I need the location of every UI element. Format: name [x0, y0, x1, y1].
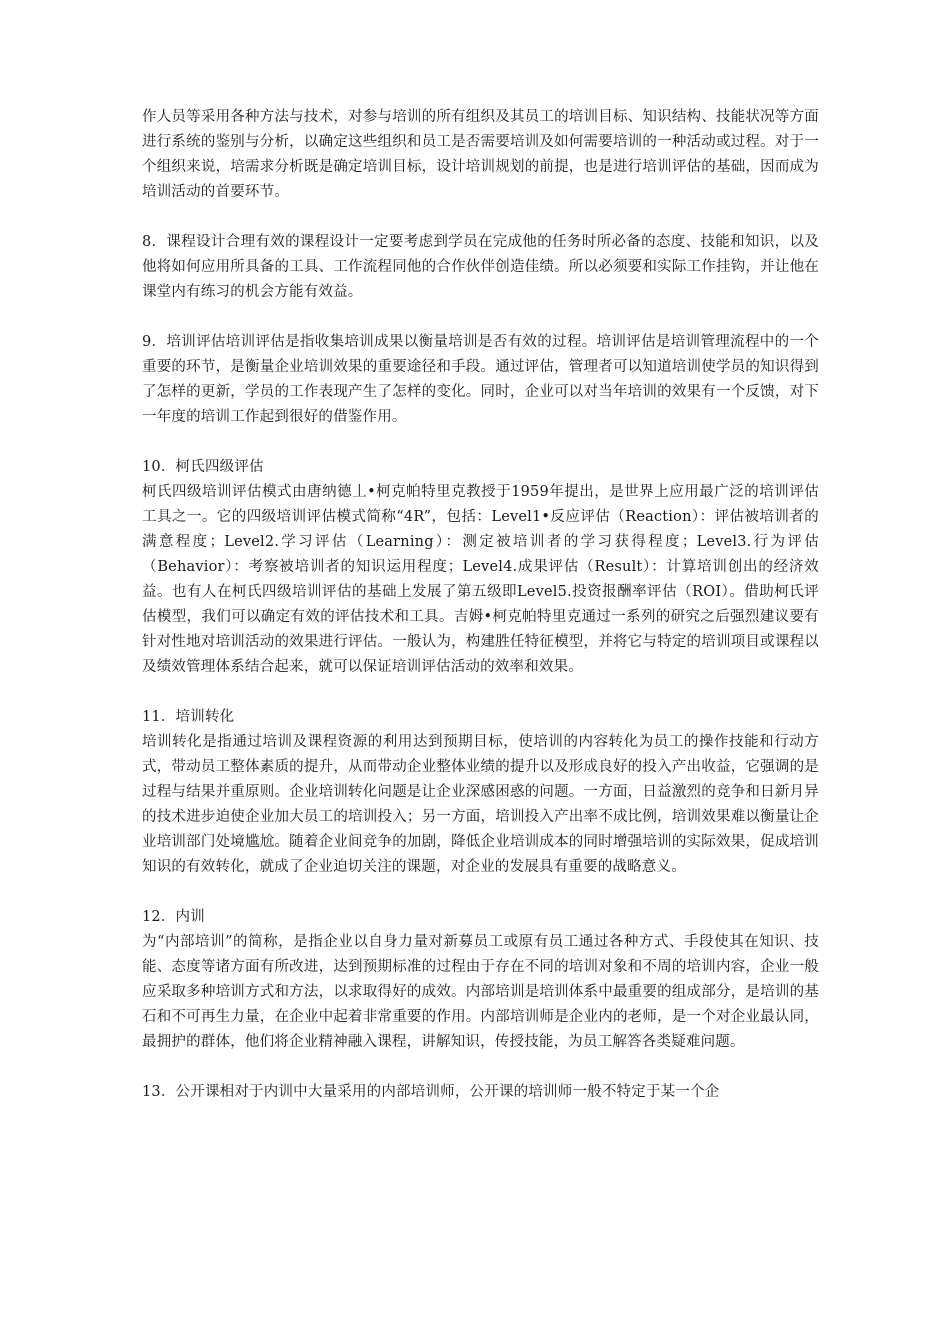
paragraph-public-course: 13．公开课相对于内训中大量采用的内部培训师，公开课的培训师一般不特定于某一个企 [142, 1084, 720, 1100]
section-body: 柯氏四级培训评估模式由唐纳德丄•柯克帕特里克教授于1959年提出，是世界上应用最广泛的培训评估工具之一。它的四级培训评估模式简称“4R”，包括：Level1•反应评估（Reaction）：评估被培训者的满意程度；Level2.学习评估（Learning）：测定被培训者的学习获得程度；Level3.行为评估（Behavior）：考察被培训者的知识运用程度；Level4.成果评估（Result）：计算培训创出的经济效益。也有人在柯氏四级培训评估的基础上发展了第五级即Level5.投资报酬率评估（ROI）。借助柯氏评估模型，我们可以确定有效的评估技术和工具。吉姆•柯克帕特里克通过一系列的研究之后强烈建议要有针对性地对培训活动的效果进行评估。一般认为，构建胜任特征模型，并将它与特定的培训项目或课程以及绩效管理体系结合起来，就可以保证培训评估活动的效率和效果。 [142, 484, 819, 675]
paragraph-training-needs: 作人员等采用各种方法与技术，对参与培训的所有组织及其员工的培训目标、知识结构、技能状况等方面进行系统的鉴别与分析，以确定这些组织和员工是否需要培训及如何需要培训的一种活动或过程。对于一个组织来说，培需求分析既是确定培训目标，设计培训规划的前提，也是进行培训评估的基础，因而成为培训活动的首要环节。 [142, 109, 819, 200]
section-internal-training [142, 905, 819, 1055]
section-body: 培训转化是指通过培训及课程资源的利用达到预期目标，使培训的内容转化为员工的操作技能和行动方式，带动员工整体素质的提升，从而带动企业整体业绩的提升以及形成良好的投入产出收益，它强调的是过程与结果并重原则。企业培训转化问题是让企业深感困惑的问题。一方面，日益激烈的竞争和日新月异的技术进步迫使企业加大员工的培训投入；另一方面，培训投入产出率不成比例，培训效果难以衡量让企业培训部门处境尴尬。随着企业间竞争的加剧，降低企业培训成本的同时增强培训的实际效果，促成培训知识的有效转化，就成了企业迫切关注的课题，对企业的发展具有重要的战略意义。 [142, 734, 819, 875]
section-body: 为“内部培训”的简称，是指企业以自身力量对新募员工或原有员工通过各种方式、手段使其在知识、技能、态度等诸方面有所改进，达到预期标准的过程由于存在不同的培训对象和不周的培训内容，企业一般应采取多种培训方式和方法，以求取得好的成效。内部培训是培训体系中最重要的组成部分，是培训的基石和不可再生力量，在企业中起着非常重要的作用。内部培训师是企业内的老师，是一个对企业最认同，最拥护的群体，他们将企业精神融入课程，讲解知识，传授技能，为员工解答各类疑难问题。 [142, 934, 819, 1050]
section-kirkpatrick [142, 455, 819, 680]
document-page [142, 105, 819, 1130]
section-training-transfer [142, 705, 819, 880]
paragraph-course-design: 8．课程设计合理有效的课程设计一定要考虑到学员在完成他的任务时所必备的态度、技能和知识，以及他将如何应用所具备的工具、工作流程同他的合作伙伴创造佳绩。所以必须要和实际工作挂钩，并让他在课堂内有练习的机会方能有效益。 [142, 234, 819, 300]
section-heading: 12．内训 [142, 909, 205, 925]
paragraph-training-evaluation: 9．培训评估培训评估是指收集培训成果以衡量培训是否有效的过程。培训评估是培训管理流程中的一个重要的环节，是衡量企业培训效果的重要途径和手段。通过评估，管理者可以知道培训使学员的知识得到了怎样的更新，学员的工作表现产生了怎样的变化。同时，企业可以对当年培训的效果有一个反馈，对下一年度的培训工作起到很好的借鉴作用。 [142, 334, 819, 425]
section-heading: 11．培训转化 [142, 709, 235, 725]
section-heading: 10．柯氏四级评估 [142, 459, 264, 475]
